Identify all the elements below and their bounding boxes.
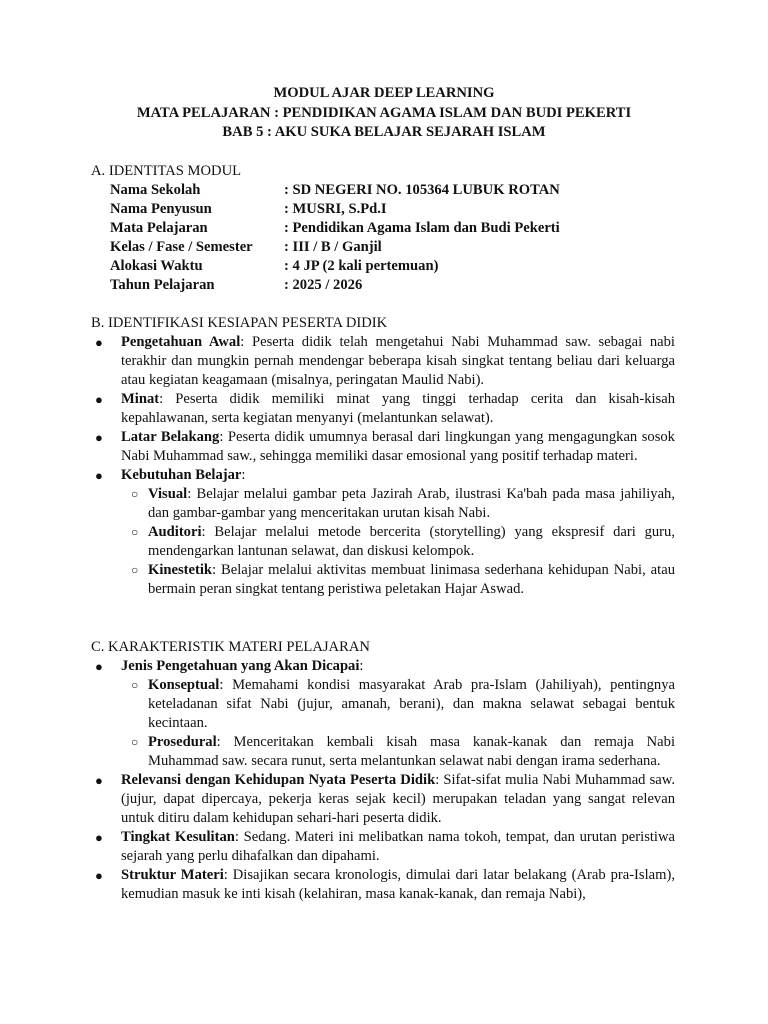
bullet-icon: ● <box>95 773 103 788</box>
list-item <box>91 657 675 676</box>
identity-value: : MUSRI, S.Pd.I <box>284 201 387 217</box>
item-term: Kinestetik <box>148 562 213 578</box>
sub-list-item <box>91 485 675 523</box>
item-text: : Memahami kondisi masyarakat Arab pra-Islam (Jahiliyah), pentingnya keteladanan sifat Nabi (jujur, amanah, berani), dan makna selawat sebagai bentuk kecintaan. <box>148 677 675 731</box>
item-term: Konseptual <box>148 677 220 693</box>
sub-list-item <box>91 523 675 561</box>
readiness-list <box>91 333 675 599</box>
list-item <box>91 828 675 866</box>
item-text: : Belajar melalui aktivitas membuat linimasa sederhana kehidupan Nabi, atau bermain peran singkat tentang peristiwa peletakan Hajar Aswad. <box>148 562 675 597</box>
item-text: : <box>359 658 364 674</box>
identity-label: Nama Sekolah <box>110 182 201 198</box>
identity-row-time <box>110 257 560 276</box>
item-text: : Belajar melalui gambar peta Jazirah Arab, ilustrasi Ka'bah pada masa jahiliyah, dan gambar-gambar yang menceritakan urutan kisah Nabi. <box>148 486 675 521</box>
section-c-heading: C. KARAKTERISTIK MATERI PELAJARAN <box>91 639 370 655</box>
item-term: Latar Belakang <box>121 429 220 445</box>
list-item <box>91 428 675 466</box>
list-item <box>91 771 675 828</box>
bullet-icon: ● <box>95 868 103 883</box>
list-item <box>91 390 675 428</box>
sub-list-item <box>91 561 675 599</box>
item-term: Kebutuhan Belajar <box>121 467 242 483</box>
material-characteristics-list <box>91 657 675 904</box>
identity-row-subject <box>110 219 560 238</box>
identity-row-class <box>110 238 560 257</box>
identity-label: Nama Penyusun <box>110 201 212 217</box>
identity-label: Alokasi Waktu <box>110 258 203 274</box>
identity-row-year <box>110 276 560 295</box>
identity-value: : 2025 / 2026 <box>284 277 363 293</box>
identity-label: Tahun Pelajaran <box>110 277 215 293</box>
bullet-icon: ● <box>95 830 103 845</box>
identity-value: : III / B / Ganjil <box>284 239 382 255</box>
item-text: : Menceritakan kembali kisah masa kanak-kanak dan remaja Nabi Muhammad saw. secara runut, serta melantunkan selawat nabi dengan irama sederhana. <box>148 734 675 769</box>
list-item <box>91 333 675 390</box>
sub-list-item <box>91 676 675 733</box>
section-b-heading: B. IDENTIFIKASI KESIAPAN PESERTA DIDIK <box>91 315 388 331</box>
item-term: Relevansi dengan Kehidupan Nyata Peserta Didik <box>121 772 436 788</box>
bullet-icon: ● <box>95 392 103 407</box>
item-term: Struktur Materi <box>121 867 224 883</box>
item-text: : Disajikan secara kronologis, dimulai dari latar belakang (Arab pra-Islam), kemudian masuk ke inti kisah (kelahiran, masa kanak-kanak, dan remaja Nabi), <box>121 867 675 902</box>
bullet-icon: ● <box>95 659 103 674</box>
circle-bullet-icon: ○ <box>131 735 139 749</box>
item-term: Pengetahuan Awal <box>121 334 241 350</box>
item-text: : Peserta didik memiliki minat yang tinggi terhadap cerita dan kisah-kisah kepahlawanan, serta kegiatan menyanyi (melantunkan selawat). <box>121 391 675 426</box>
identity-value: : Pendidikan Agama Islam dan Budi Pekerti <box>284 220 560 236</box>
identity-label: Kelas / Fase / Semester <box>110 239 253 255</box>
identity-label: Mata Pelajaran <box>110 220 208 236</box>
title-line-1: MODUL AJAR DEEP LEARNING <box>273 85 495 101</box>
item-text: : Peserta didik umumnya berasal dari lingkungan yang mengagungkan sosok Nabi Muhammad saw., sehingga memiliki dasar emosional yang positif terhadap materi. <box>121 429 675 464</box>
identity-row-school <box>110 181 560 200</box>
circle-bullet-icon: ○ <box>131 525 139 539</box>
sub-list-item <box>91 733 675 771</box>
item-term: Prosedural <box>148 734 217 750</box>
title-line-2: MATA PELAJARAN : PENDIDIKAN AGAMA ISLAM DAN BUDI PEKERTI <box>136 104 632 121</box>
item-text: : Belajar melalui metode bercerita (storytelling) yang ekspresif dari guru, mendengarkan lantunan selawat, dan diskusi kelompok. <box>148 524 675 559</box>
list-item <box>91 466 675 485</box>
item-text: : Peserta didik telah mengetahui Nabi Muhammad saw. sebagai nabi terakhir dan mungkin pernah mendengar beberapa kisah singkat tentang beliau dari keluarga atau kegiatan keagamaan (misalnya, peringatan Maulid Nabi). <box>121 334 675 388</box>
circle-bullet-icon: ○ <box>131 563 139 577</box>
list-item <box>91 866 675 904</box>
document-title <box>0 84 768 143</box>
item-term: Minat <box>121 391 160 407</box>
identity-value: : SD NEGERI NO. 105364 LUBUK ROTAN <box>284 182 560 198</box>
identity-value: : 4 JP (2 kali pertemuan) <box>284 258 439 274</box>
title-line-3: BAB 5 : AKU SUKA BELAJAR SEJARAH ISLAM <box>222 124 546 140</box>
item-term: Visual <box>148 486 188 502</box>
item-term: Jenis Pengetahuan yang Akan Dicapai <box>121 658 360 674</box>
item-term: Auditori <box>148 524 202 540</box>
identity-table <box>110 181 560 295</box>
identity-row-author <box>110 200 560 219</box>
circle-bullet-icon: ○ <box>131 678 139 692</box>
item-text: : <box>241 467 246 483</box>
circle-bullet-icon: ○ <box>131 487 139 501</box>
bullet-icon: ● <box>95 335 103 350</box>
bullet-icon: ● <box>95 468 103 483</box>
section-a-heading: A. IDENTITAS MODUL <box>91 163 242 179</box>
item-term: Tingkat Kesulitan <box>121 829 235 845</box>
bullet-icon: ● <box>95 430 103 445</box>
item-text: : Sedang. Materi ini melibatkan nama tokoh, tempat, dan urutan peristiwa sejarah yang perlu dihafalkan dan dipahami. <box>121 829 675 864</box>
item-text: : Sifat-sifat mulia Nabi Muhammad saw. (jujur, dapat dipercaya, pekerja keras sejak kecil) merupakan teladan yang sangat relevan untuk ditiru dalam kehidupan sehari-hari peserta didik. <box>121 772 675 826</box>
